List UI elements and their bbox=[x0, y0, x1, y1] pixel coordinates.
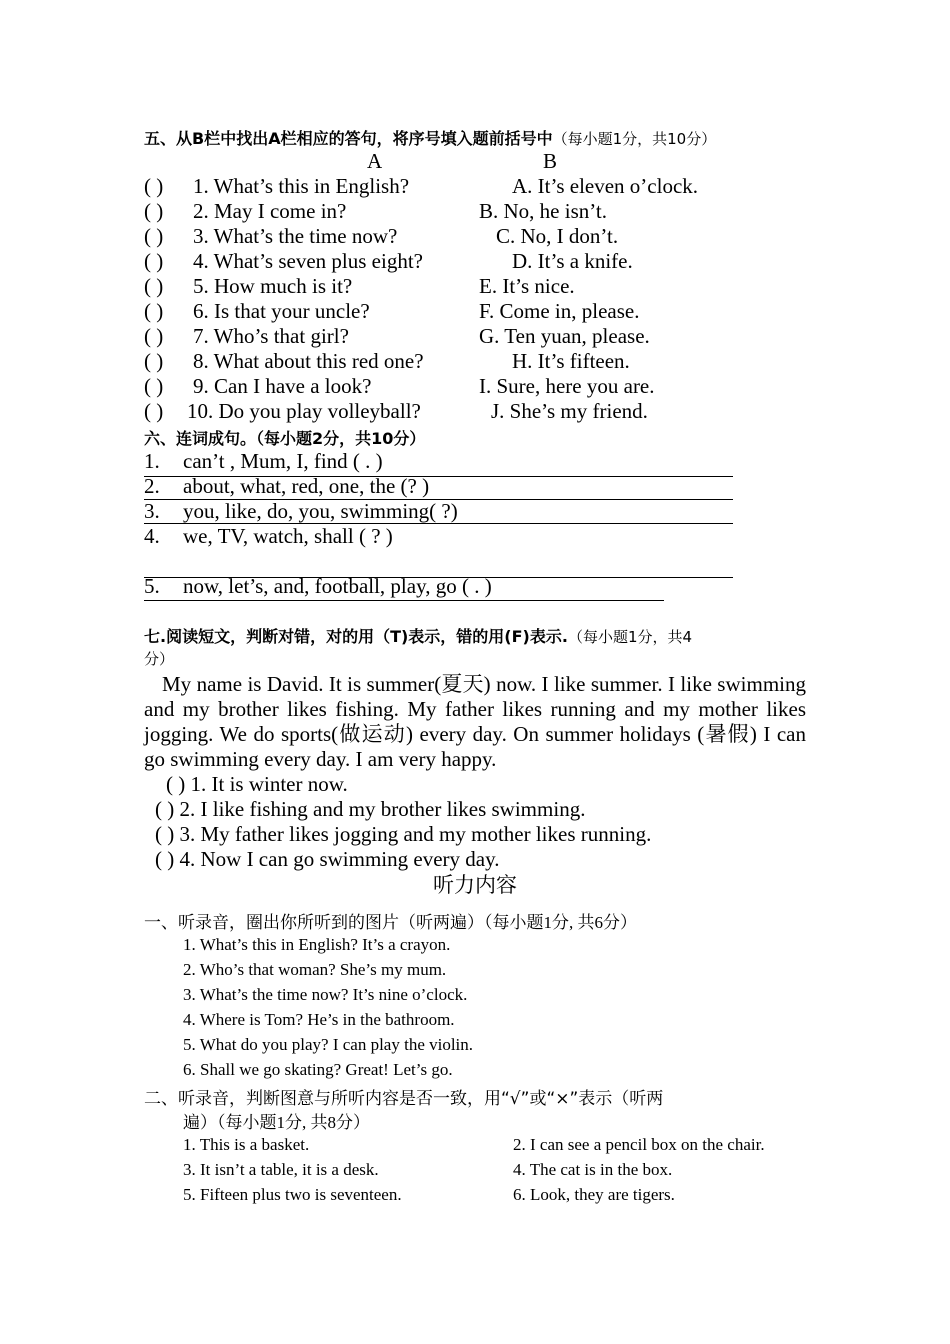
listening-item: 4. Where is Tom? He’s in the bathroom. bbox=[183, 1010, 455, 1029]
answer-b: F. Come in, please. bbox=[479, 299, 640, 323]
question-a: 9. Can I have a look? bbox=[193, 374, 372, 398]
listening-part1-heading-line bbox=[144, 908, 637, 933]
listening-item: 4. The cat is in the box. bbox=[513, 1160, 673, 1179]
listening-item: 6. Shall we go skating? Great! Let’s go. bbox=[183, 1060, 453, 1079]
answer-paren[interactable]: ( ) bbox=[144, 199, 164, 223]
answer-paren[interactable]: ( ) bbox=[144, 299, 164, 323]
section7-score-note-cont: 分） bbox=[144, 650, 175, 668]
section7-heading: 七.阅读短文，判断对错，对的用（T)表示，错的用(F)表示. bbox=[144, 627, 568, 646]
answer-paren[interactable]: ( ) bbox=[144, 349, 164, 373]
answer-b: D. It’s a knife. bbox=[512, 249, 633, 273]
answer-paren[interactable]: ( ) bbox=[144, 249, 164, 273]
listening-item: 5. What do you play? I can play the violin. bbox=[183, 1035, 474, 1054]
sentence-words: we, TV, watch, shall ( ? ) bbox=[183, 524, 393, 548]
answer-b: G. Ten yuan, please. bbox=[479, 324, 650, 348]
listening-part1-note: （每小题1分, 共6分） bbox=[484, 913, 637, 932]
listening-part1-heading: 一、听录音，圈出你所听到的图片（听两遍） bbox=[144, 913, 484, 933]
listening-part2-heading-cont-line bbox=[183, 1108, 370, 1133]
section7-heading-line bbox=[144, 624, 692, 647]
answer-paren[interactable]: ( ) bbox=[144, 224, 164, 248]
sentence-number: 2. bbox=[144, 474, 160, 498]
question-a: 7. Who’s that girl? bbox=[193, 324, 349, 348]
listening-item: 2. Who’s that woman? She’s my mum. bbox=[183, 960, 447, 979]
judgement-item: ( ) 4. Now I can go swimming every day. bbox=[155, 847, 500, 871]
listening-item: 6. Look, they are tigers. bbox=[513, 1185, 675, 1204]
judgement-item: ( ) 3. My father likes jogging and my mother likes running. bbox=[155, 822, 652, 846]
question-a: 8. What about this red one? bbox=[193, 349, 424, 373]
sentence-words: can’t , Mum, I, find ( . ) bbox=[183, 449, 383, 473]
answer-b: J. She’s my friend. bbox=[491, 399, 648, 423]
sentence-number: 5. bbox=[144, 574, 160, 598]
listening-item: 3. What’s the time now? It’s nine o’clock. bbox=[183, 985, 468, 1004]
section7-score-note: （每小题1分，共4 bbox=[567, 628, 693, 646]
sentence-number: 1. bbox=[144, 449, 160, 473]
judgement-item: ( ) 1. It is winter now. bbox=[166, 772, 348, 796]
sentence-number: 4. bbox=[144, 524, 160, 548]
answer-b: C. No, I don’t. bbox=[496, 224, 619, 248]
section6-heading: 六、连词成句。（每小题2分，共10分） bbox=[144, 429, 426, 448]
judgement-item: ( ) 2. I like fishing and my brother likes swimming. bbox=[155, 797, 586, 821]
listening-item: 5. Fifteen plus two is seventeen. bbox=[183, 1185, 402, 1204]
question-a: 10. Do you play volleyball? bbox=[187, 399, 421, 423]
answer-paren[interactable]: ( ) bbox=[144, 374, 164, 398]
listening-item: 1. What’s this in English? It’s a crayon. bbox=[183, 935, 451, 954]
listening-part2-note: （每小题1分, 共8分） bbox=[217, 1113, 370, 1132]
answer-paren[interactable]: ( ) bbox=[144, 399, 164, 423]
answer-b: E. It’s nice. bbox=[479, 274, 575, 298]
section5-heading: 五、从B栏中找出A栏相应的答句，将序号填入题前括号中 bbox=[144, 129, 553, 148]
reading-passage: My name is David. It is summer(夏天) now. I like summer. I like swimming and my brother likes fishing. My father likes running and my mother likes jogging. We do sports(做运动) every day. On summer holidays (暑假) I can go swimming every day. I am very happy. bbox=[144, 672, 806, 771]
answer-b: H. It’s fifteen. bbox=[512, 349, 630, 373]
listening-title: 听力内容 bbox=[433, 873, 517, 897]
question-a: 6. Is that your uncle? bbox=[193, 299, 370, 323]
answer-paren[interactable]: ( ) bbox=[144, 324, 164, 348]
section5-score-note: （每小题1分，共10分） bbox=[552, 130, 717, 148]
answer-b: B. No, he isn’t. bbox=[479, 199, 607, 223]
section5-heading-line bbox=[144, 126, 716, 149]
listening-part2-heading: 二、听录音，判断图意与所听内容是否一致，用“√”或“×”表示（听两 bbox=[144, 1089, 664, 1109]
question-a: 2. May I come in? bbox=[193, 199, 347, 223]
question-a: 5. How much is it? bbox=[193, 274, 353, 298]
answer-paren[interactable]: ( ) bbox=[144, 174, 164, 198]
answer-line[interactable] bbox=[144, 600, 664, 601]
listening-part2-heading-cont: 遍） bbox=[183, 1113, 217, 1133]
column-b-label: B bbox=[543, 149, 558, 173]
question-a: 3. What’s the time now? bbox=[193, 224, 398, 248]
answer-paren[interactable]: ( ) bbox=[144, 274, 164, 298]
listening-item: 1. This is a basket. bbox=[183, 1135, 310, 1154]
sentence-number: 3. bbox=[144, 499, 160, 523]
listening-item: 2. I can see a pencil box on the chair. bbox=[513, 1135, 765, 1154]
sentence-words: you, like, do, you, swimming( ?) bbox=[183, 499, 458, 523]
sentence-words: about, what, red, one, the (? ) bbox=[183, 474, 430, 498]
listening-item: 3. It isn’t a table, it is a desk. bbox=[183, 1160, 379, 1179]
answer-b: A. It’s eleven o’clock. bbox=[512, 174, 699, 198]
question-a: 4. What’s seven plus eight? bbox=[193, 249, 423, 273]
column-a-label: A bbox=[367, 149, 383, 173]
question-a: 1. What’s this in English? bbox=[193, 174, 410, 198]
sentence-words: now, let’s, and, football, play, go ( . ) bbox=[183, 574, 492, 598]
answer-b: I. Sure, here you are. bbox=[479, 374, 655, 398]
